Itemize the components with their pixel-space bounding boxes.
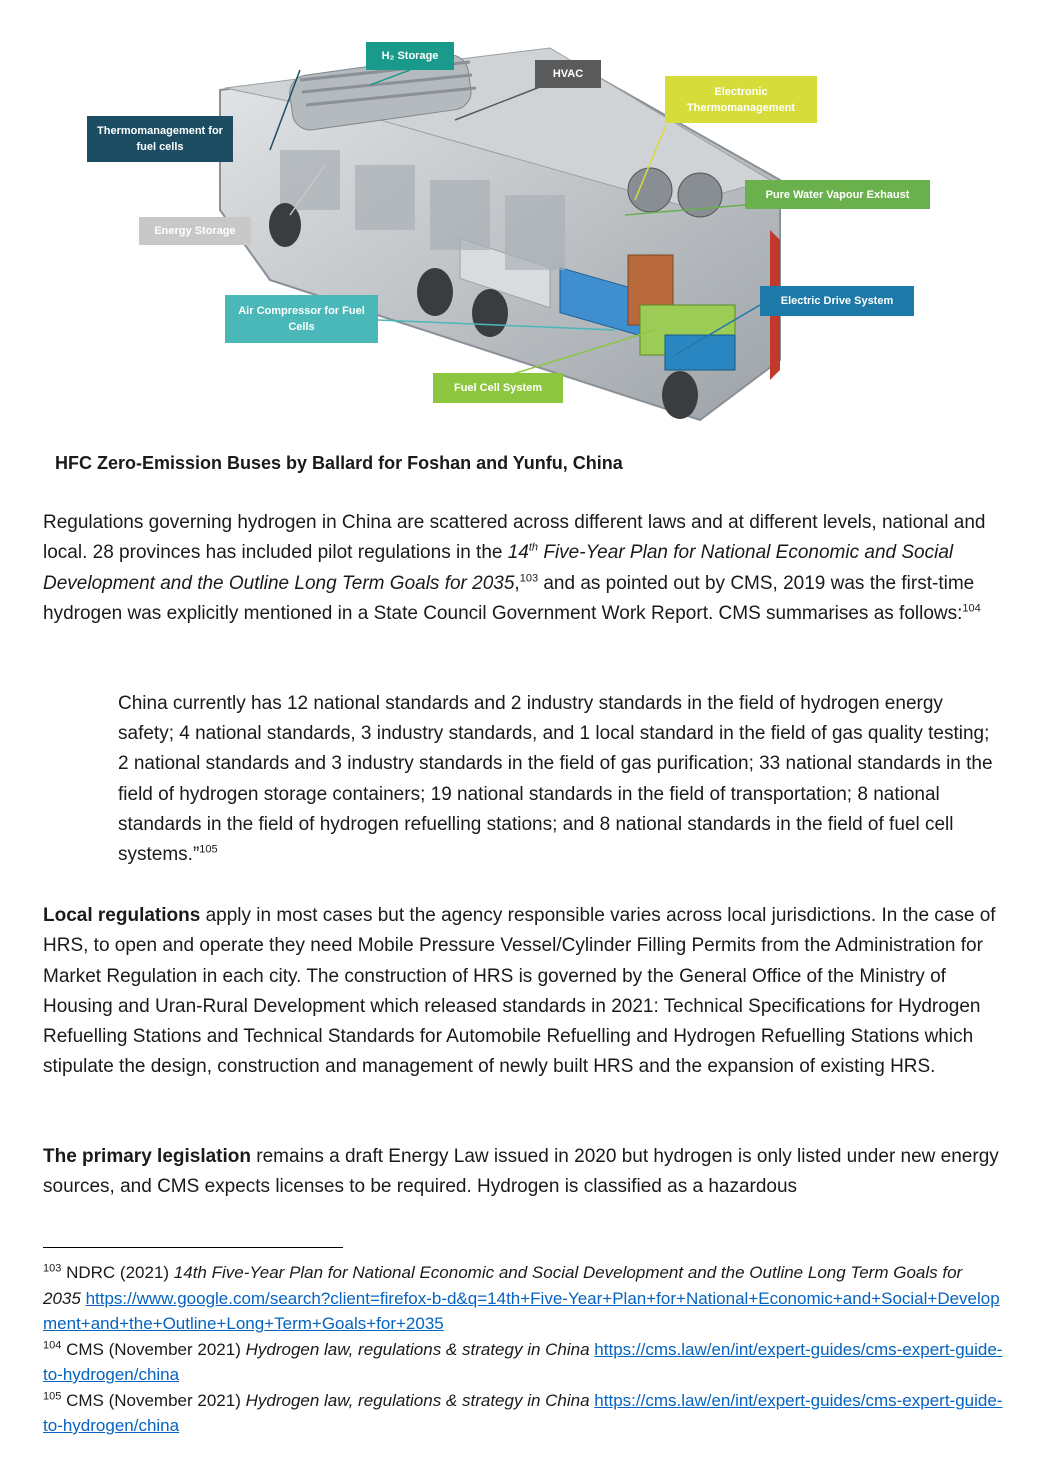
callout-electronic-thermomanagement: Electronic Thermomanagement bbox=[665, 76, 817, 123]
footnote-ref-105[interactable]: 105 bbox=[199, 843, 218, 856]
footnote-104-link[interactable]: https://cms.law/en/int/expert-guides/cms-expert-guide-to-hydrogen/china bbox=[43, 1339, 1003, 1384]
paragraph-primary-legislation: The primary legislation remains a draft Energy Law issued in 2020 but hydrogen is only listed under new energy sources, and CMS expects licenses to be required. Hydrogen is classified as a hazardous bbox=[43, 1146, 999, 1198]
footnotes bbox=[43, 1260, 1003, 1439]
wheel bbox=[662, 371, 698, 419]
footnote-separator bbox=[43, 1247, 343, 1248]
wheel bbox=[472, 289, 508, 337]
bus-figure bbox=[80, 30, 960, 430]
footnote-ref-104[interactable]: 104 bbox=[962, 602, 981, 615]
block-quote: China currently has 12 national standards and 2 industry standards in the field of hydrogen energy safety; 4 national standards, 3 industry standards, and 1 local standard in the field of gas quality testing; 2 national standards and 3 industry standards in the field of gas purification; 33 national standards in the field of hydrogen storage containers; 19 national standards in the field of transportation; 8 national standards in the field of hydrogen refuelling stations; and 8 national standards in the field of fuel cell systems.”$^{105}$ bbox=[118, 693, 993, 866]
footnote-105: $^{105}$ CMS (November 2021) Hydrogen law, regulations & strategy in China https://cms.law/en/int/expert-guides/cms-expert-guide-to-hydrogen/china bbox=[43, 1389, 1003, 1435]
callout-electric-drive: Electric Drive System bbox=[760, 286, 914, 316]
callout-fuel-cell-system: Fuel Cell System bbox=[433, 373, 563, 403]
wheel bbox=[269, 203, 301, 247]
footnote-ref-103[interactable]: 103 bbox=[519, 572, 539, 585]
wheel bbox=[417, 268, 453, 316]
footnote-103: $^{103}$ NDRC (2021) 14th Five-Year Plan for National Economic and Social Development and the Outline Long Term Goals for 2035 https://www.google.com/search?client=firefox-b-d&q=14th+Five-Year+Plan+for+National+Economic+and+Social+Development+and+the+Outline+Long+Term+Goals+for+2035 bbox=[43, 1262, 1000, 1333]
paragraph-regulations: Regulations governing hydrogen in China are scattered across different laws and at different levels, national and local. 28 provinces has included pilot regulations in the 14th Five-Year Plan for National Economic and Social Development and the Outline Long Term Goals for 2035,$^{103}$ and as pointed out by CMS, 2019 was the first-time hydrogen was explicitly mentioned in a State Council Government Work Report. CMS summarises as follows:$^{104}$ bbox=[43, 512, 986, 624]
callout-energy-storage: Energy Storage bbox=[139, 217, 251, 245]
figure-caption: HFC Zero-Emission Buses by Ballard for Foshan and Yunfu, China bbox=[55, 453, 623, 473]
footnote-104: $^{104}$ CMS (November 2021) Hydrogen law, regulations & strategy in China https://cms.law/en/int/expert-guides/cms-expert-guide-to-hydrogen/china bbox=[43, 1338, 1003, 1384]
paragraph-local-regulations: Local regulations apply in most cases but the agency responsible varies across local jurisdictions. In the case of HRS, to open and operate they need Mobile Pressure Vessel/Cylinder Filling Permits from the Administration for Market Regulation in each city. The construction of HRS is governed by the General Office of the Ministry of Housing and Uran-Rural Development which released standards in 2021: Technical Specifications for Hydrogen Refuelling Stations and Technical Standards for Automobile Refuelling and Hydrogen Refuelling Stations which stipulate the design, construction and management of newly built HRS and the expansion of existing HRS. bbox=[43, 905, 996, 1078]
callout-air-compressor: Air Compressor for Fuel Cells bbox=[225, 295, 378, 343]
footnote-103-link[interactable]: https://www.google.com/search?client=firefox-b-d&q=14th+Five-Year+Plan+for+National+Economic+and+Social+Development+and+the+Outline+Long+Term+Goals+for+2035 bbox=[43, 1288, 1000, 1333]
callout-thermomanagement-fuel-cells: Thermomanagement for fuel cells bbox=[87, 116, 233, 162]
fan bbox=[628, 168, 672, 212]
footnote-105-link[interactable]: https://cms.law/en/int/expert-guides/cms-expert-guide-to-hydrogen/china bbox=[43, 1390, 1003, 1435]
callout-hvac: HVAC bbox=[535, 60, 601, 88]
callout-h2-storage: H₂ Storage bbox=[366, 42, 454, 70]
callout-pure-water-vapour: Pure Water Vapour Exhaust bbox=[745, 180, 930, 209]
